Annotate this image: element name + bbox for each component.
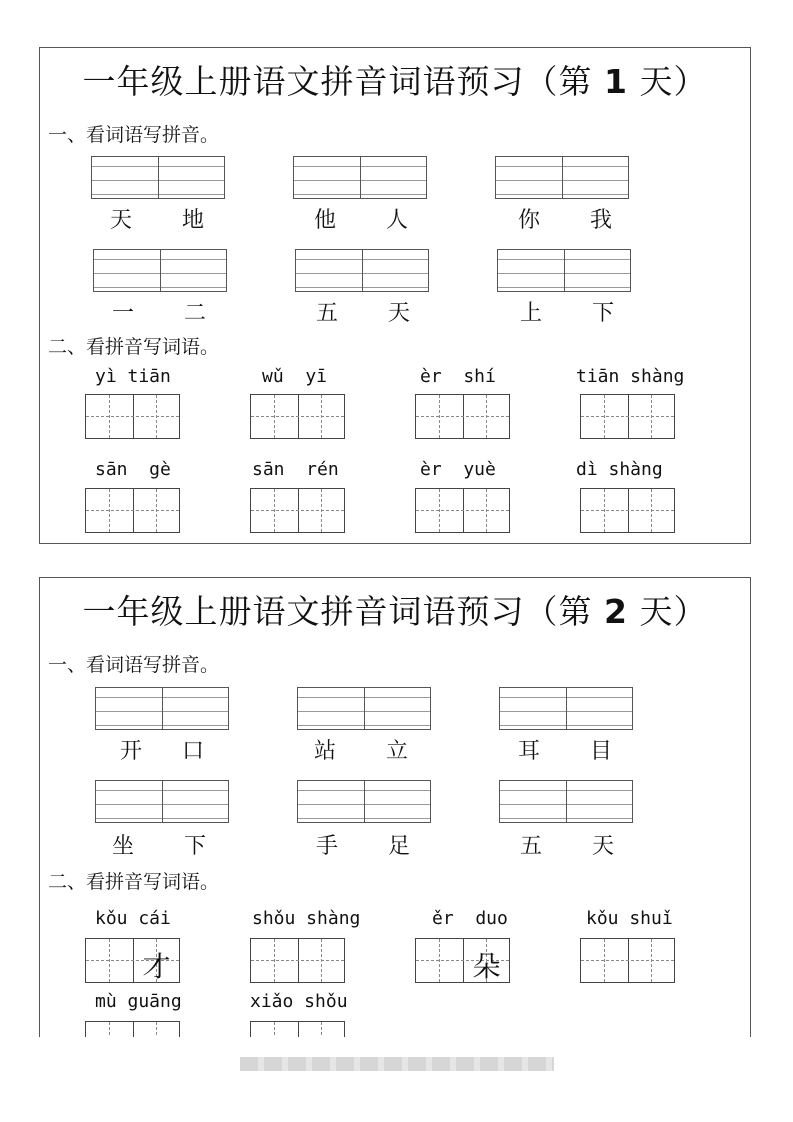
word-char: 天: [109, 208, 132, 233]
word-char: 二: [183, 301, 206, 326]
word-char: 耳: [517, 739, 540, 764]
word-char: 你: [517, 208, 540, 233]
pinyin-label: sān rén: [252, 459, 339, 480]
pinyin-writing-box[interactable]: [95, 687, 229, 730]
word-char: 坐: [111, 834, 134, 859]
section-heading-1: 一、看词语写拼音。: [48, 124, 220, 146]
word-char: 天: [591, 834, 614, 859]
character-writing-grid[interactable]: [580, 394, 675, 439]
pinyin-writing-box[interactable]: [499, 687, 633, 730]
pinyin-writing-box[interactable]: [95, 780, 229, 823]
word-char: 五: [315, 301, 338, 326]
worksheet-day-1: [39, 47, 751, 544]
word-char: 人: [385, 208, 408, 233]
word-char: 目: [589, 739, 612, 764]
character-writing-grid[interactable]: [85, 938, 180, 983]
word-char: 开: [119, 739, 142, 764]
word-char: 一: [111, 301, 134, 326]
section-heading-1: 一、看词语写拼音。: [48, 654, 220, 676]
pinyin-writing-box[interactable]: [499, 780, 633, 823]
title-suffix: 天）: [627, 62, 708, 101]
pinyin-label: èr yuè: [420, 459, 496, 480]
word-char: 站: [313, 739, 336, 764]
pinyin-label: tiān shàng: [576, 366, 685, 387]
word-char: 我: [589, 208, 612, 233]
page-title: [40, 586, 750, 633]
word-char: 天: [387, 301, 410, 326]
title-day-number: 1: [604, 62, 628, 101]
word-char: 立: [385, 739, 408, 764]
character-writing-grid[interactable]: [85, 394, 180, 439]
pinyin-label: sān gè: [95, 459, 171, 480]
prefilled-character: 才: [142, 950, 171, 983]
pinyin-label: dì shàng: [576, 459, 663, 480]
pinyin-label: èr shí: [420, 366, 496, 387]
worksheet-day-2: [39, 577, 751, 1037]
pinyin-writing-box[interactable]: [293, 156, 427, 199]
pinyin-writing-box[interactable]: [93, 249, 227, 292]
page-title: [40, 56, 750, 103]
character-writing-grid[interactable]: [85, 488, 180, 533]
character-writing-grid[interactable]: [250, 394, 345, 439]
word-char: 下: [591, 301, 614, 326]
pinyin-writing-box[interactable]: [297, 687, 431, 730]
character-writing-grid[interactable]: [250, 488, 345, 533]
character-writing-grid[interactable]: [580, 488, 675, 533]
pinyin-label: wǔ yī: [262, 366, 328, 387]
word-char: 下: [183, 834, 206, 859]
word-char: 手: [315, 834, 338, 859]
pinyin-label: mù guāng: [95, 991, 182, 1012]
character-writing-grid[interactable]: [415, 488, 510, 533]
character-writing-grid[interactable]: [580, 938, 675, 983]
pinyin-label: shǒu shàng: [252, 908, 361, 929]
prefilled-character: 朵: [472, 950, 501, 983]
title-text: 一年级上册语文拼音词语预习（第: [82, 592, 605, 631]
pinyin-writing-box[interactable]: [297, 780, 431, 823]
word-char: 足: [387, 834, 410, 859]
pinyin-label: kǒu shuǐ: [586, 908, 673, 929]
word-char: 他: [313, 208, 336, 233]
pinyin-label: xiǎo shǒu: [250, 991, 348, 1012]
title-suffix: 天）: [627, 592, 708, 631]
pinyin-label: yì tiān: [95, 366, 171, 387]
pinyin-writing-box[interactable]: [497, 249, 631, 292]
pinyin-writing-box[interactable]: [91, 156, 225, 199]
pinyin-label: kǒu cái: [95, 908, 171, 929]
character-writing-grid[interactable]: [415, 394, 510, 439]
title-day-number: 2: [604, 592, 628, 631]
pinyin-writing-box[interactable]: [295, 249, 429, 292]
character-writing-grid[interactable]: [85, 1021, 180, 1037]
pinyin-label: ěr duo: [432, 908, 508, 929]
title-text: 一年级上册语文拼音词语预习（第: [82, 62, 605, 101]
word-char: 地: [181, 208, 204, 233]
word-char: 五: [519, 834, 542, 859]
character-writing-grid[interactable]: [250, 938, 345, 983]
pinyin-writing-box[interactable]: [495, 156, 629, 199]
word-char: 口: [181, 739, 204, 764]
character-writing-grid[interactable]: [250, 1021, 345, 1037]
section-heading-2: 二、看拼音写词语。: [48, 336, 220, 358]
character-writing-grid[interactable]: [415, 938, 510, 983]
word-char: 上: [519, 301, 542, 326]
section-heading-2: 二、看拼音写词语。: [48, 871, 220, 893]
blurred-footer-watermark: [240, 1057, 554, 1071]
